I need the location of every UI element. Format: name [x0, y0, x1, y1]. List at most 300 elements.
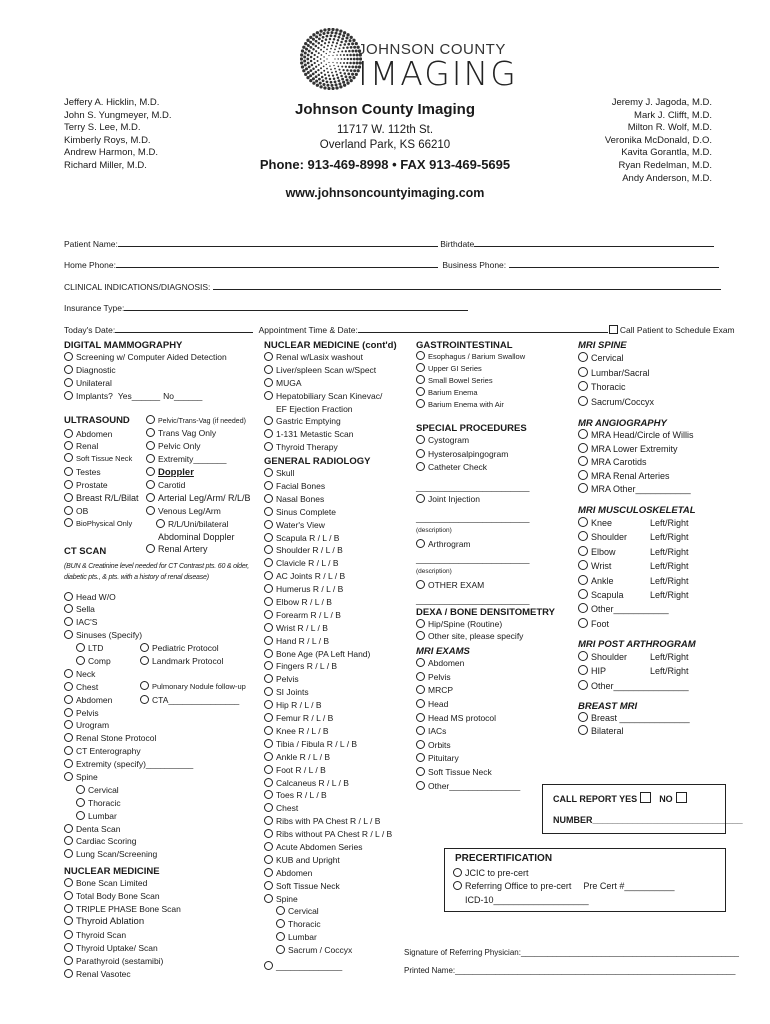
precert-title: PRECERTIFICATION — [455, 853, 553, 864]
gen-nasal-bones-label: Nasal Bones — [276, 493, 325, 504]
dexa-other-site-please-specify-label: Other site, please specify — [428, 631, 524, 642]
gen-forearm-r-l-b-label: Forearm R / L / B — [276, 609, 341, 620]
gen-elbow-r-l-b-label: Elbow R / L / B — [276, 597, 332, 608]
arthro-hip-checkbox[interactable] — [578, 665, 588, 675]
gen-abdomen-checkbox[interactable] — [264, 868, 273, 877]
ct-lung-scan-screening-checkbox[interactable] — [64, 849, 73, 858]
special-blank-2: ________________________ — [416, 513, 530, 524]
msk-knee-label: Knee — [591, 517, 613, 528]
chest-checkbox[interactable] — [64, 682, 73, 691]
doctors-right — [605, 97, 712, 185]
column-1 — [64, 340, 254, 980]
gen-toes-r-l-b-checkbox[interactable] — [264, 790, 273, 799]
gen-acute-abdomen-series-checkbox[interactable] — [264, 842, 273, 851]
nuc2-row — [264, 351, 414, 364]
mra-mra-carotids-checkbox[interactable] — [578, 456, 588, 466]
joint-checkbox[interactable] — [416, 494, 425, 503]
breast-breast-label: Breast ______________ — [591, 713, 690, 724]
implants-yes-field[interactable]: Yes______ — [117, 390, 161, 401]
gen-forearm-r-l-b-checkbox[interactable] — [264, 610, 273, 619]
precert-number-field[interactable]: Pre Cert #__________ — [583, 881, 675, 891]
gi-barium-enema-with-air-label: Barium Enema with Air — [428, 400, 504, 409]
gen-ribs-without-pa-chest-r-l-b-checkbox[interactable] — [264, 829, 273, 838]
ultrasound-title: ULTRASOUND — [64, 414, 130, 426]
gen-water-s-view-checkbox[interactable] — [264, 520, 273, 529]
doctor-name: Andrew Harmon, M.D. — [64, 147, 158, 159]
cta-label: CTA_______________ — [152, 694, 240, 705]
mra-row — [578, 443, 728, 457]
us-extremity-checkbox[interactable] — [146, 454, 155, 463]
msk-shoulder-checkbox[interactable] — [578, 531, 588, 541]
mammo-row — [64, 377, 254, 390]
ct-spine-cervical-checkbox[interactable] — [76, 785, 85, 794]
doctor-name: Terry S. Lee, M.D. — [64, 122, 141, 134]
general-other-checkbox[interactable] — [264, 961, 273, 970]
us-trans-vag-only-label: Trans Vag Only — [158, 428, 217, 439]
gen-row — [264, 789, 414, 802]
doctor-name: Ryan Redelman, M.D. — [618, 159, 712, 171]
us-venous-leg-arm-checkbox[interactable] — [146, 506, 155, 515]
gen-humerus-r-l-b-label: Humerus R / L / B — [276, 584, 344, 595]
ct-ct-enterography-checkbox[interactable] — [64, 746, 73, 755]
us-abdomen-checkbox[interactable] — [64, 429, 73, 438]
msk-other-checkbox[interactable] — [578, 603, 588, 613]
gi-row — [416, 375, 576, 387]
msk-foot-checkbox[interactable] — [578, 618, 588, 628]
gen-clavicle-r-l-b-checkbox[interactable] — [264, 558, 273, 567]
ct-spine-lumbar-checkbox[interactable] — [76, 811, 85, 820]
mri-exam-iacs-checkbox[interactable] — [416, 726, 425, 735]
gen-row — [264, 609, 414, 622]
ct-denta-scan-checkbox[interactable] — [64, 824, 73, 833]
signature-field[interactable]: Signature of Referring Physician:_________________________________________________ — [404, 948, 739, 957]
us-soft-tissue-neck-label: Soft Tissue Neck — [76, 454, 133, 464]
nuc-renal-vasotec-checkbox[interactable] — [64, 969, 73, 978]
mammo-implants-checkbox[interactable] — [64, 391, 73, 400]
mri-exam-iacs-label: IACs — [428, 726, 447, 737]
arthrogram-checkbox[interactable] — [416, 539, 425, 548]
nuc-parathyroid-sestamibi-checkbox[interactable] — [64, 956, 73, 965]
mra-mra-head-circle-of-willis-checkbox[interactable] — [578, 429, 588, 439]
other-exam-checkbox[interactable] — [416, 580, 425, 589]
gen-femur-r-l-b-checkbox[interactable] — [264, 713, 273, 722]
gen-fingers-r-l-b-checkbox[interactable] — [264, 661, 273, 670]
nuc-row — [64, 968, 254, 981]
ct-pelvis-checkbox[interactable] — [64, 708, 73, 717]
jcic-label: JCIC to pre-cert — [465, 868, 529, 878]
mra-mra-renal-arteries-checkbox[interactable] — [578, 470, 588, 480]
us-testes-checkbox[interactable] — [64, 467, 73, 476]
gen-sinus-complete-checkbox[interactable] — [264, 507, 273, 516]
gen-spine-cervical-checkbox[interactable] — [276, 906, 285, 915]
breast-bilateral-checkbox[interactable] — [578, 725, 588, 735]
doctor-name: John S. Yungmeyer, M.D. — [64, 109, 172, 121]
dexa-hip-spine-routine-checkbox[interactable] — [416, 619, 425, 628]
clinical-field[interactable] — [64, 280, 721, 292]
ltd-checkbox[interactable] — [76, 643, 85, 652]
center-phone: Phone: 913-469-8998 • FAX 913-469-5695 — [259, 157, 511, 172]
gi-row — [416, 363, 576, 375]
ct-spine-thoracic-checkbox[interactable] — [76, 798, 85, 807]
dexa-hip-spine-routine-label: Hip/Spine (Routine) — [428, 618, 503, 629]
gen-spine-cervical-label: Cervical — [288, 906, 319, 917]
us-ob-checkbox[interactable] — [64, 506, 73, 515]
breast-breast-checkbox[interactable] — [578, 712, 588, 722]
msk-foot-label: Foot — [591, 618, 610, 629]
us-renal-artery-checkbox[interactable] — [146, 544, 155, 553]
gen-pelvis-checkbox[interactable] — [264, 674, 273, 683]
nuc2-1-131-metastic-scan-label: 1-131 Metastic Scan — [276, 429, 354, 440]
gen-chest-checkbox[interactable] — [264, 803, 273, 812]
us-row — [146, 466, 251, 479]
column-3 — [416, 340, 576, 793]
nuc-triple-phase-bone-scan-checkbox[interactable] — [64, 904, 73, 913]
us-testes-label: Testes — [76, 467, 101, 478]
left-right-label: Left/Right — [650, 546, 689, 557]
nuc-row — [64, 942, 254, 955]
jcic-checkbox[interactable] — [453, 868, 462, 877]
mri-exam-row — [416, 712, 576, 726]
msk-ankle-checkbox[interactable] — [578, 575, 588, 585]
ltd-label: LTD — [88, 643, 104, 654]
nuclear-cont-title: NUCLEAR MEDICINE (cont'd) — [264, 340, 397, 351]
nuc-thyroid-uptake-scan-label: Thyroid Uptake/ Scan — [76, 942, 158, 953]
general-other-label: ______________ — [276, 960, 343, 971]
gen-shoulder-r-l-b-checkbox[interactable] — [264, 545, 273, 554]
abdomen-checkbox[interactable] — [64, 695, 73, 704]
ct-row — [64, 719, 254, 732]
gen-skull-checkbox[interactable] — [264, 468, 273, 477]
gen-row — [264, 841, 414, 854]
nuc2-1-131-metastic-scan-checkbox[interactable] — [264, 429, 273, 438]
mri-exam-row — [416, 671, 576, 685]
mri-exam-mrcp-checkbox[interactable] — [416, 685, 425, 694]
ct-spine-checkbox[interactable] — [64, 772, 73, 781]
landmark-checkbox[interactable] — [140, 656, 149, 665]
us-pelvic-trans-vag-if-needed-checkbox[interactable] — [146, 415, 155, 424]
gen-row — [264, 686, 414, 699]
msk-row — [578, 588, 728, 602]
gen-foot-r-l-b-checkbox[interactable] — [264, 765, 273, 774]
referring-checkbox[interactable] — [453, 881, 462, 890]
mri-spine-cervical-checkbox[interactable] — [578, 352, 588, 362]
gen-row — [264, 673, 414, 686]
mri-spine-thoracic-checkbox[interactable] — [578, 381, 588, 391]
mammo-diagnostic-checkbox[interactable] — [64, 365, 73, 374]
ct-row — [64, 771, 254, 784]
mri-exam-soft-tissue-neck-label: Soft Tissue Neck — [428, 767, 492, 778]
gen-si-joints-label: SI Joints — [276, 687, 309, 698]
gen-spine-sacrum-coccyx-checkbox[interactable] — [276, 945, 285, 954]
gen-row — [264, 570, 414, 583]
us-row — [64, 428, 139, 441]
desc-label-2: (description) — [416, 567, 452, 575]
msk-shoulder-label: Shoulder — [591, 532, 628, 543]
abdomen-label: Abdomen — [76, 694, 113, 705]
cta-checkbox[interactable] — [140, 695, 149, 704]
gen-elbow-r-l-b-checkbox[interactable] — [264, 597, 273, 606]
mra-row — [578, 470, 728, 484]
dexa-other-site-please-specify-checkbox[interactable] — [416, 631, 425, 640]
left-right-label: Left/Right — [650, 652, 689, 663]
mra-mra-lower-extremity-checkbox[interactable] — [578, 443, 588, 453]
gen-spine-thoracic-checkbox[interactable] — [276, 919, 285, 928]
gen-ankle-r-l-b-checkbox[interactable] — [264, 752, 273, 761]
spec-cystogram-label: Cystogram — [428, 435, 470, 445]
ct-extremity-specify-checkbox[interactable] — [64, 759, 73, 768]
gen-kub-and-upright-checkbox[interactable] — [264, 855, 273, 864]
nuc-row — [64, 916, 254, 929]
msk-knee-checkbox[interactable] — [578, 517, 588, 527]
icd-field[interactable]: ICD-10___________________ — [465, 895, 589, 905]
nuc2-muga-checkbox[interactable] — [264, 378, 273, 387]
msk-row — [578, 602, 728, 616]
desc-label-1: (description) — [416, 527, 452, 535]
msk-wrist-checkbox[interactable] — [578, 560, 588, 570]
nuc2-row — [264, 415, 414, 428]
mammo-screening-w-computer-aided-detection-checkbox[interactable] — [64, 352, 73, 361]
pediatric-checkbox[interactable] — [140, 643, 149, 652]
gen-tibia-fibula-r-l-b-checkbox[interactable] — [264, 739, 273, 748]
ct-cardiac-scoring-checkbox[interactable] — [64, 836, 73, 845]
us-biophysical-only-checkbox[interactable] — [64, 518, 73, 527]
home-phone-field[interactable] — [64, 258, 719, 270]
dexa-title: DEXA / BONE DENSITOMETRY — [416, 606, 555, 618]
call-report-no-checkbox[interactable] — [676, 792, 687, 803]
arthro-row — [578, 650, 728, 664]
us-trans-vag-only-checkbox[interactable] — [146, 428, 155, 437]
gen-hand-r-l-b-checkbox[interactable] — [264, 636, 273, 645]
us-doppler-checkbox[interactable] — [146, 467, 155, 476]
spec-hysterosalpingogram-checkbox[interactable] — [416, 449, 425, 458]
us-renal-checkbox[interactable] — [64, 441, 73, 450]
gen-spine-row — [264, 905, 414, 918]
nuc-thyroid-ablation-checkbox[interactable] — [64, 916, 73, 925]
gen-foot-r-l-b-label: Foot R / L / B — [276, 764, 326, 775]
mammo-diagnostic-label: Diagnostic — [76, 364, 116, 375]
gen-wrist-r-l-b-checkbox[interactable] — [264, 623, 273, 632]
msk-scapula-checkbox[interactable] — [578, 589, 588, 599]
mra-row — [578, 456, 728, 470]
ct-row — [64, 835, 254, 848]
gen-row — [264, 828, 414, 841]
arthro-other-checkbox[interactable] — [578, 680, 588, 690]
other-exam-row — [416, 579, 576, 592]
mra-mra-other-checkbox[interactable] — [578, 483, 588, 493]
ct-extremity-specify-label: Extremity (specify)__________ — [76, 759, 194, 770]
gen-row — [264, 635, 414, 648]
mra-mra-head-circle-of-willis-label: MRA Head/Circle of Willis — [591, 430, 694, 440]
nuc-thyroid-scan-checkbox[interactable] — [64, 930, 73, 939]
printed-name-field[interactable]: Printed Name:_______________________________________________________________ — [404, 966, 736, 975]
gen-row — [264, 880, 414, 893]
nuc-bone-scan-limited-label: Bone Scan Limited — [76, 878, 148, 889]
nuc-thyroid-uptake-scan-checkbox[interactable] — [64, 943, 73, 952]
mri-exam-row — [416, 698, 576, 712]
ct-denta-scan-label: Denta Scan — [76, 823, 121, 834]
ct-sinuses-specify-checkbox[interactable] — [64, 630, 73, 639]
spec-catheter-check-label: Catheter Check — [428, 462, 488, 472]
gen-hip-r-l-b-checkbox[interactable] — [264, 700, 273, 709]
gen-scapula-r-l-b-checkbox[interactable] — [264, 533, 273, 542]
mri-exam-abdomen-label: Abdomen — [428, 658, 465, 669]
gen-spine-row — [264, 931, 414, 944]
nuc2-thyroid-therapy-checkbox[interactable] — [264, 442, 273, 451]
nuc-triple-phase-bone-scan-label: TRIPLE PHASE Bone Scan — [76, 904, 181, 915]
neck-checkbox[interactable] — [64, 669, 73, 678]
gi-row — [416, 351, 576, 363]
nuc2-row — [264, 441, 414, 454]
mri-exam-other-checkbox[interactable] — [416, 781, 425, 790]
neck-label: Neck — [76, 668, 96, 679]
us-doppler-label: Doppler — [158, 467, 194, 479]
us-pelvic-only-checkbox[interactable] — [146, 441, 155, 450]
spec-cystogram-checkbox[interactable] — [416, 435, 425, 444]
gen-ribs-with-pa-chest-r-l-b-checkbox[interactable] — [264, 816, 273, 825]
left-right-label: Left/Right — [650, 666, 689, 677]
gen-spine-row — [264, 944, 414, 957]
ct-ct-enterography-label: CT Enterography — [76, 746, 141, 757]
mri-exam-pelvis-checkbox[interactable] — [416, 672, 425, 681]
ct-row — [64, 823, 254, 836]
ct-row — [64, 616, 254, 629]
nuc2-hepatobiliary-scan-kinevac-checkbox[interactable] — [264, 391, 273, 400]
ct-row — [64, 591, 254, 604]
mammo-unilateral-checkbox[interactable] — [64, 378, 73, 387]
nuc-total-body-bone-scan-label: Total Body Bone Scan — [76, 891, 160, 902]
referring-label: Referring Office to pre-cert — [465, 881, 572, 891]
doctor-name: Veronika McDonald, D.O. — [604, 134, 712, 146]
comp-checkbox[interactable] — [76, 656, 85, 665]
mri-exam-row — [416, 657, 576, 671]
nuc2-hepatobiliary-scan-kinevac-label: Hepatobiliary Scan Kinevac/ — [276, 390, 383, 401]
ct-iac-s-label: IAC'S — [76, 617, 98, 628]
ct-iac-s-checkbox[interactable] — [64, 617, 73, 626]
patient-name-label: Patient Name: — [64, 239, 118, 249]
gen-soft-tissue-neck-checkbox[interactable] — [264, 881, 273, 890]
gi-small-bowel-series-checkbox[interactable] — [416, 375, 425, 384]
mri-exam-soft-tissue-neck-checkbox[interactable] — [416, 767, 425, 776]
nodule-checkbox[interactable] — [140, 681, 149, 690]
nuc-bone-scan-limited-checkbox[interactable] — [64, 878, 73, 887]
ct-sella-checkbox[interactable] — [64, 604, 73, 613]
insurance-field[interactable] — [64, 301, 468, 313]
msk-ankle-label: Ankle — [591, 575, 614, 586]
gen-row — [264, 725, 414, 738]
ct-renal-stone-protocol-checkbox[interactable] — [64, 733, 73, 742]
nuc-thyroid-scan-label: Thyroid Scan — [76, 929, 127, 940]
gen-facial-bones-checkbox[interactable] — [264, 481, 273, 490]
us-carotid-label: Carotid — [158, 480, 186, 491]
mri-spine-row — [578, 395, 728, 410]
mri-exam-pituitary-checkbox[interactable] — [416, 753, 425, 762]
mri-exam-head-ms-protocol-checkbox[interactable] — [416, 713, 425, 722]
ct-chest-row — [64, 681, 254, 694]
gi-upper-gi-series-checkbox[interactable] — [416, 363, 425, 372]
mri-exam-row — [416, 684, 576, 698]
mri-exam-head-checkbox[interactable] — [416, 699, 425, 708]
mri-spine-lumbar-sacral-checkbox[interactable] — [578, 367, 588, 377]
call-patient-checkbox[interactable] — [609, 325, 618, 334]
arthro-shoulder-checkbox[interactable] — [578, 651, 588, 661]
doctor-name: Mark J. Clifft, M.D. — [634, 109, 712, 121]
gi-esophagus-barium-swallow-checkbox[interactable] — [416, 351, 425, 360]
gen-ac-joints-r-l-b-checkbox[interactable] — [264, 571, 273, 580]
us-r-l-uni-bilateral-checkbox[interactable] — [156, 519, 165, 528]
us-prostate-checkbox[interactable] — [64, 480, 73, 489]
call-report-yes-checkbox[interactable] — [640, 792, 651, 803]
gen-calcaneus-r-l-b-checkbox[interactable] — [264, 778, 273, 787]
spec-row — [416, 434, 576, 448]
date-field[interactable] — [64, 323, 735, 335]
gen-row — [264, 519, 414, 532]
ct-head-w-o-checkbox[interactable] — [64, 592, 73, 601]
dexa-row — [416, 630, 576, 643]
mri-spine-row — [578, 380, 728, 395]
gen-row — [264, 854, 414, 867]
gi-barium-enema-checkbox[interactable] — [416, 387, 425, 396]
mri-exam-head-label: Head — [428, 699, 449, 710]
us-carotid-checkbox[interactable] — [146, 480, 155, 489]
us-row — [146, 415, 251, 428]
nuc2-row — [264, 428, 414, 441]
gen-row — [264, 815, 414, 828]
gen-spine-checkbox[interactable] — [264, 894, 273, 903]
patient-name-field[interactable] — [64, 237, 714, 249]
msk-row — [578, 574, 728, 588]
gen-humerus-r-l-b-checkbox[interactable] — [264, 584, 273, 593]
gen-knee-r-l-b-checkbox[interactable] — [264, 726, 273, 735]
nuc2-muga-label: MUGA — [276, 377, 302, 388]
gen-bone-age-pa-left-hand-checkbox[interactable] — [264, 649, 273, 658]
nuc2-gastric-emptying-checkbox[interactable] — [264, 416, 273, 425]
left-right-label: Left/Right — [650, 532, 689, 543]
msk-elbow-checkbox[interactable] — [578, 546, 588, 556]
logo-dots-icon — [300, 28, 362, 90]
us-row — [64, 505, 139, 518]
implants-no-field[interactable]: No______ — [163, 390, 203, 401]
mri-exam-orbits-checkbox[interactable] — [416, 740, 425, 749]
spec-catheter-check-checkbox[interactable] — [416, 462, 425, 471]
us-arterial-leg-arm-r-l-b-checkbox[interactable] — [146, 493, 155, 502]
gen-hip-r-l-b-label: Hip R / L / B — [276, 700, 322, 711]
us-breast-r-l-bilat-checkbox[interactable] — [64, 493, 73, 502]
mri-spine-sacrum-coccyx-checkbox[interactable] — [578, 396, 588, 406]
mra-mra-carotids-label: MRA Carotids — [591, 457, 647, 468]
doctor-name: Kimberly Roys, M.D. — [64, 134, 151, 146]
gen-spine-sacrum-coccyx-label: Sacrum / Coccyx — [288, 945, 353, 956]
doctor-name: Andy Anderson, M.D. — [622, 172, 712, 184]
comp-label: Comp — [88, 656, 111, 667]
ct-urogram-label: Urogram — [76, 720, 110, 731]
mri-spine-thoracic-label: Thoracic — [591, 382, 626, 392]
nuc-total-body-bone-scan-checkbox[interactable] — [64, 891, 73, 900]
gen-si-joints-checkbox[interactable] — [264, 687, 273, 696]
left-right-label: Left/Right — [650, 517, 689, 528]
nuc2-liver-spleen-scan-w-spect-checkbox[interactable] — [264, 365, 273, 374]
gen-spine-lumbar-checkbox[interactable] — [276, 932, 285, 941]
gen-nasal-bones-checkbox[interactable] — [264, 494, 273, 503]
number-field[interactable]: NUMBER______________________________ — [553, 815, 743, 825]
mri-exam-abdomen-checkbox[interactable] — [416, 658, 425, 667]
nuc2-renal-w-lasix-washout-checkbox[interactable] — [264, 352, 273, 361]
ct-abdomen-row — [64, 694, 254, 707]
ct-urogram-checkbox[interactable] — [64, 720, 73, 729]
column-2 — [264, 340, 414, 973]
birthdate-label: Birthdate — [440, 239, 475, 249]
gi-barium-enema-with-air-checkbox[interactable] — [416, 399, 425, 408]
us-soft-tissue-neck-checkbox[interactable] — [64, 453, 73, 462]
